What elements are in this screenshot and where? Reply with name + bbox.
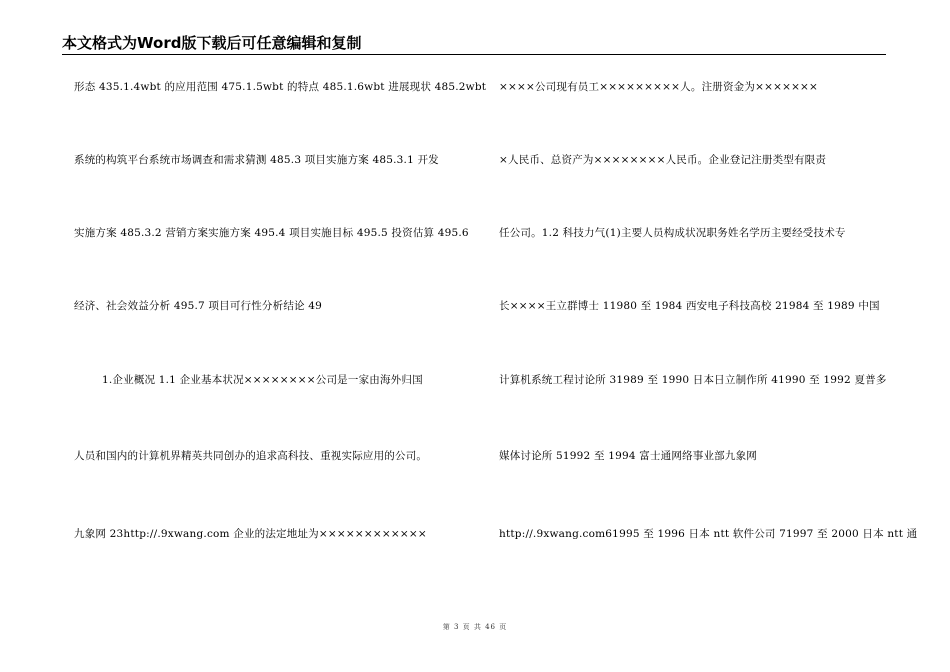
page-number: 第 3 页 共 46 页 xyxy=(442,623,508,631)
text-line: http://.9xwang.com61995 至 1996 日本 ntt 软件公司 71997 至 2000 日本 ntt 通 xyxy=(499,528,918,540)
text-line: 媒体讨论所 51992 至 1994 富士通网络事业部九象网 xyxy=(499,450,757,462)
text-line: ××××公司现有员工×××××××××人。注册资金为××××××× xyxy=(499,81,819,93)
text-line: 九象网 23http://.9xwang.com 企业的法定地址为×××××××××××× xyxy=(74,528,427,540)
text-line: 任公司。1.2 科技力气(1)主要人员构成状况职务姓名学历主要经受技术专 xyxy=(499,227,846,239)
text-line: 1.企业概况 1.1 企业基本状况××××××××公司是一家由海外归国 xyxy=(102,374,423,386)
page-header xyxy=(62,34,886,55)
document-title: 本文格式为Word版下载后可任意编辑和复制 xyxy=(62,34,362,52)
text-line: 长××××王立群博士 11980 至 1984 西安电子科技高校 21984 至 1989 中国 xyxy=(499,300,880,312)
text-line: 形态 435.1.4wbt 的应用范围 475.1.5wbt 的特点 485.1.6wbt 进展现状 485.2wbt xyxy=(74,81,487,93)
text-line: 系统的构筑平台系统市场调查和需求猜测 485.3 项目实施方案 485.3.1 开发 xyxy=(74,154,439,166)
text-line: 计算机系统工程讨论所 31989 至 1990 日本日立制作所 41990 至 1992 夏普多 xyxy=(499,374,887,386)
text-line: 人员和国内的计算机界精英共同创办的追求高科技、重视实际应用的公司。 xyxy=(74,450,428,462)
text-line: 实施方案 485.3.2 营销方案实施方案 495.4 项目实施目标 495.5 投资估算 495.6 xyxy=(74,227,469,239)
text-line: 经济、社会效益分析 495.7 项目可行性分析结论 49 xyxy=(74,300,323,312)
text-line: ×人民币、总资产为××××××××人民币。企业登记注册类型有限责 xyxy=(499,154,827,166)
